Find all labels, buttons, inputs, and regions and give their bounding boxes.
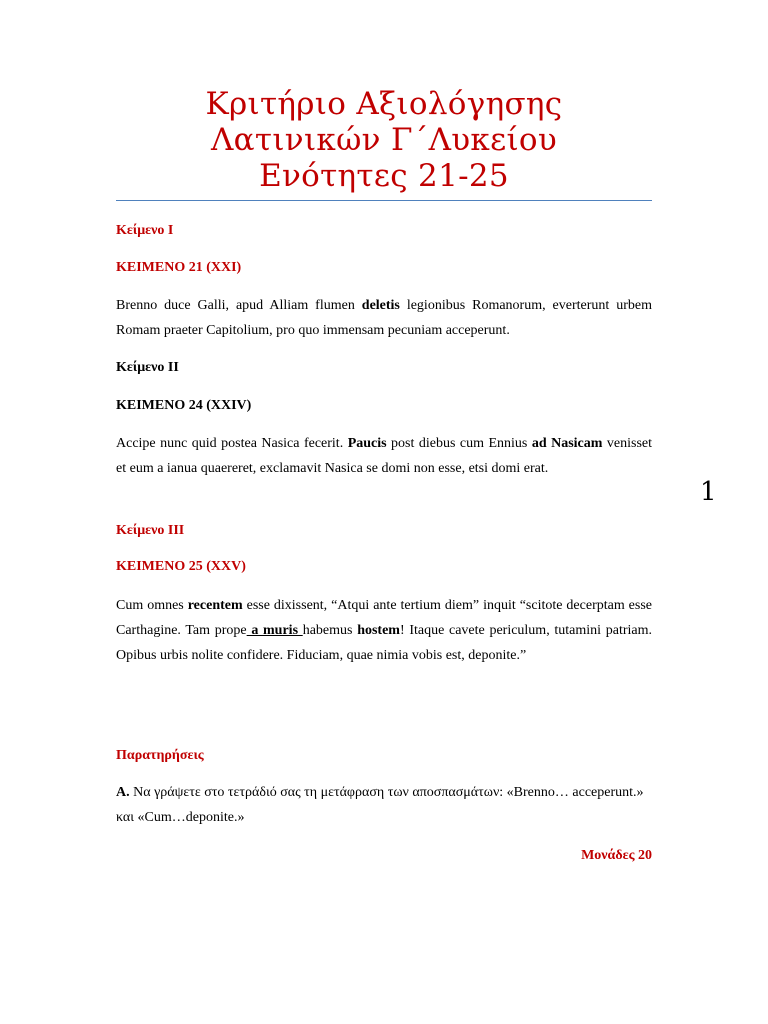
text-run: esse dixissent, “Atqui ante tertium diem” inquit “scitote decerptam esse Carthagine. Tam prope (116, 598, 653, 638)
section-3-label: Κείμενο ΙΙΙ (116, 523, 185, 538)
underlined-words: a muris (246, 623, 303, 638)
notes-heading: Παρατηρήσεις (116, 748, 204, 763)
question-a (116, 780, 652, 830)
title-line-3: Ενότητες 21-25 (259, 158, 509, 194)
points-label: Μονάδες 20 (581, 848, 652, 863)
document-title (116, 86, 652, 194)
text-run: habemus (302, 623, 358, 638)
question-text: Να γράψετε στο τετράδιό σας τη μετάφραση των αποσπασμάτων: «Brenno… acceperunt.» και «Cum…deponite.» (116, 785, 644, 825)
text-run: venisset et eum a ianua quaereret, exclamavit Nasica se domi non esse, etsi domi erat. (116, 436, 652, 476)
text-run: Brenno duce Galli, apud Alliam flumen (116, 298, 362, 313)
text-run: post diebus cum Ennius (386, 436, 532, 451)
section-3-text (116, 593, 652, 668)
title-line-1: Κριτήριο Αξιολόγησης (205, 86, 563, 122)
page-number: 1 (700, 477, 717, 507)
section-2-label: Κείμενο ΙΙ (116, 360, 179, 375)
bold-word: ad Nasicam (531, 436, 603, 451)
bold-word: hostem (357, 623, 400, 638)
section-1-label: Κείμενο Ι (116, 223, 174, 238)
question-label: Α. (116, 785, 130, 800)
text-run: Accipe nunc quid postea Nasica fecerit. (116, 436, 348, 451)
text-run: Cum omnes (116, 598, 188, 613)
title-divider (116, 200, 652, 201)
section-1-heading: ΚΕΙΜΕΝΟ 21 (XXI) (116, 260, 242, 275)
text-run: legionibus Romanorum, everterunt urbem Romam praeter Capitolium, pro quo immensam pecuniam acceperunt. (116, 298, 652, 338)
bold-word: deletis (361, 298, 400, 313)
text-run: ! Itaque cavete periculum, tutamini patriam. Opibus urbis nolite confidere. Fiduciam, quae nimia vobis est, deponite.” (116, 623, 653, 663)
bold-word: recentem (187, 598, 243, 613)
section-1-text (116, 293, 652, 343)
section-2-text (116, 431, 652, 481)
bold-word: Paucis (347, 436, 387, 451)
section-3-heading: ΚΕΙΜΕΝΟ 25 (XXV) (116, 559, 246, 574)
title-line-2: Λατινικών Γ΄Λυκείου (210, 122, 558, 158)
document-page (116, 0, 653, 863)
section-2-heading: ΚΕΙΜΕΝΟ 24 (XXIV) (116, 398, 252, 413)
